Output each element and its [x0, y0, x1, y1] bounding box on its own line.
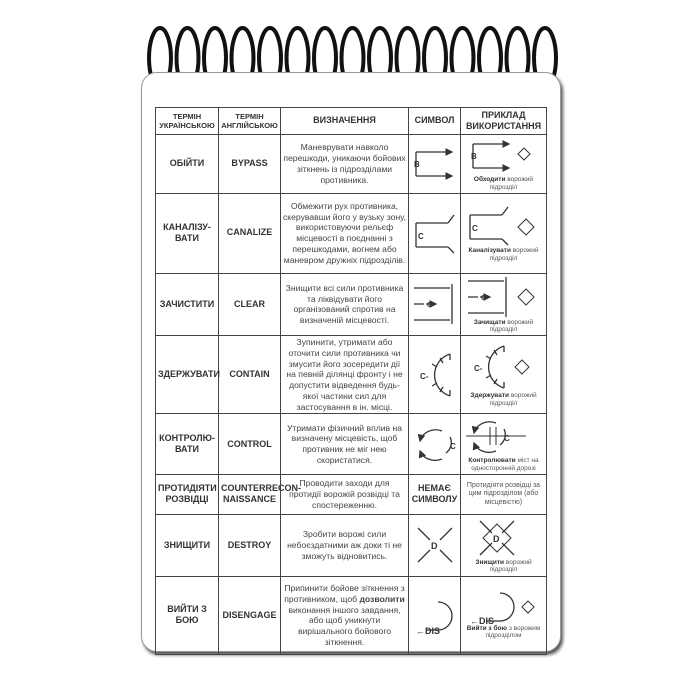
term-en: CLEAR	[219, 273, 281, 336]
symbol-cell	[409, 273, 461, 336]
svg-text:B: B	[470, 152, 477, 161]
svg-text:C-: C-	[419, 371, 428, 381]
definition: Зупинити, утримати або оточити сили противника чи змусити його зосередити дії на певній ділянці фронту і не допустити відведення будь-якої частини сил для застосування в ін. місці.	[281, 336, 409, 414]
example-cell	[461, 336, 547, 414]
example-cell	[461, 576, 547, 654]
header-symbol: СИМВОЛ	[409, 108, 461, 135]
svg-text:C: C	[426, 302, 432, 310]
table-row	[156, 273, 547, 336]
term-en: DESTROY	[219, 514, 281, 576]
term-ua: ПРОТИДІЯТИ РОЗВІДЦІ	[156, 474, 219, 514]
svg-text:B: B	[413, 159, 420, 169]
definition: Проводити заходи для протидії ворожій розвідці та спостереженню.	[281, 474, 409, 514]
term-en: COUNTERRECON-NAISSANCE	[219, 474, 281, 514]
example-diagram-icon	[463, 203, 544, 247]
header-en: ТЕРМІН АНГЛІЙСЬКОЮ	[219, 108, 281, 135]
header-example: ПРИКЛАД ВИКОРИСТАННЯ	[461, 108, 547, 135]
example-caption: Зачищати ворожий підрозділ	[473, 318, 534, 334]
tactical-symbol-icon	[411, 282, 458, 326]
symbol-cell	[409, 336, 461, 414]
definition: Утримати фізичний вплив на визначену місцевість, щоб противник не міг нею скористатися.	[281, 414, 409, 475]
svg-text:←DIS: ←DIS	[469, 615, 494, 625]
definition: Зробити ворожі сили небоєздатними аж доки ті не зможуть відновитись.	[281, 514, 409, 576]
symbol-cell	[409, 576, 461, 654]
tactical-symbol-icon	[411, 350, 458, 400]
tactical-symbol-icon	[411, 423, 458, 465]
tactical-symbol-icon	[411, 594, 458, 636]
example-caption: Здержувати ворожий підрозділ	[470, 391, 537, 407]
table-row	[156, 135, 547, 194]
term-en: CONTROL	[219, 414, 281, 475]
example-diagram-icon	[463, 136, 544, 176]
header-ua: ТЕРМІН УКРАЇНСЬКОЮ	[156, 108, 219, 135]
table-row	[156, 514, 547, 576]
symbol-cell	[409, 474, 461, 514]
example-cell	[461, 135, 547, 194]
example-diagram-icon	[463, 591, 544, 625]
example-caption: Обходити ворожий підрозділ	[473, 176, 534, 191]
symbol-cell	[409, 514, 461, 576]
term-ua: ЗАЧИСТИТИ	[156, 273, 219, 336]
table-header	[156, 108, 547, 135]
example-caption: Протидіяти розвідці за цим підрозділом (або місцевістю)	[466, 481, 541, 506]
example-diagram-icon	[463, 517, 544, 559]
example-diagram-icon	[463, 342, 544, 392]
example-caption: Каналізувати ворожий підрозділ	[468, 247, 539, 263]
term-en: CANALIZE	[219, 193, 281, 273]
term-ua: ВИЙТИ З БОЮ	[156, 576, 219, 654]
term-ua: КАНАЛІЗУ-ВАТИ	[156, 193, 219, 273]
example-cell	[461, 514, 547, 576]
table-row	[156, 414, 547, 475]
tactical-symbol-icon	[411, 144, 458, 184]
svg-text:←DIS: ←DIS	[415, 626, 440, 637]
symbol-cell	[409, 193, 461, 273]
svg-text:C: C	[417, 232, 424, 242]
svg-text:C: C	[449, 442, 456, 452]
svg-text:C-: C-	[473, 363, 482, 373]
example-caption: Вийти з бою з ворожим підрозділом	[466, 624, 541, 640]
definition: Припинити бойове зіткнення з противником, щоб дозволити виконання іншого завдання, або щоб уникнути вирішального бойового зіткнення.	[281, 576, 409, 654]
table-row	[156, 576, 547, 654]
term-ua: ЗДЕРЖУВАТИ	[156, 336, 219, 414]
term-en: BYPASS	[219, 135, 281, 194]
term-ua: ЗНИЩИТИ	[156, 514, 219, 576]
svg-text:C: C	[471, 224, 478, 234]
example-cell	[461, 273, 547, 336]
term-en: CONTAIN	[219, 336, 281, 414]
svg-text:C: C	[480, 294, 486, 302]
example-cell	[461, 414, 547, 475]
table-row	[156, 336, 547, 414]
example-caption: Знищити ворожий підрозділ	[475, 558, 532, 574]
example-caption: Контролювати міст на односторонній дорозі	[468, 457, 539, 473]
example-diagram-icon	[463, 275, 544, 319]
svg-text:D: D	[492, 533, 499, 544]
example-diagram-icon	[463, 415, 544, 457]
definition: Обмежити рух противника, скерувавши його у вузьку зону, використовуючи рельєф місцевості в поєднанні з перешкодами, вогнем або маневром дружніх підрозділів.	[281, 193, 409, 273]
term-ua: ОБІЙТИ	[156, 135, 219, 194]
svg-text:C: C	[503, 434, 510, 444]
no-symbol-label: НЕМАЄ СИМВОЛУ	[411, 483, 458, 505]
symbol-cell	[409, 135, 461, 194]
definition: Маневрувати навколо перешкоди, уникаючи бойових зіткнень із підрозділами противника.	[281, 135, 409, 194]
svg-text:D: D	[430, 541, 437, 552]
table-row	[156, 193, 547, 273]
term-ua: КОНТРОЛЮ-ВАТИ	[156, 414, 219, 475]
tactical-symbol-icon	[411, 524, 458, 566]
term-en: DISENGAGE	[219, 576, 281, 654]
symbol-cell	[409, 414, 461, 475]
table-row	[156, 474, 547, 514]
example-cell	[461, 474, 547, 514]
tactical-symbol-icon	[411, 211, 458, 255]
tactical-terms-table	[155, 107, 547, 655]
example-cell	[461, 193, 547, 273]
header-definition: ВИЗНАЧЕННЯ	[281, 108, 409, 135]
definition: Знищити всі сили противника та ліквідувати його організований спротив на визначеній місцевості.	[281, 273, 409, 336]
